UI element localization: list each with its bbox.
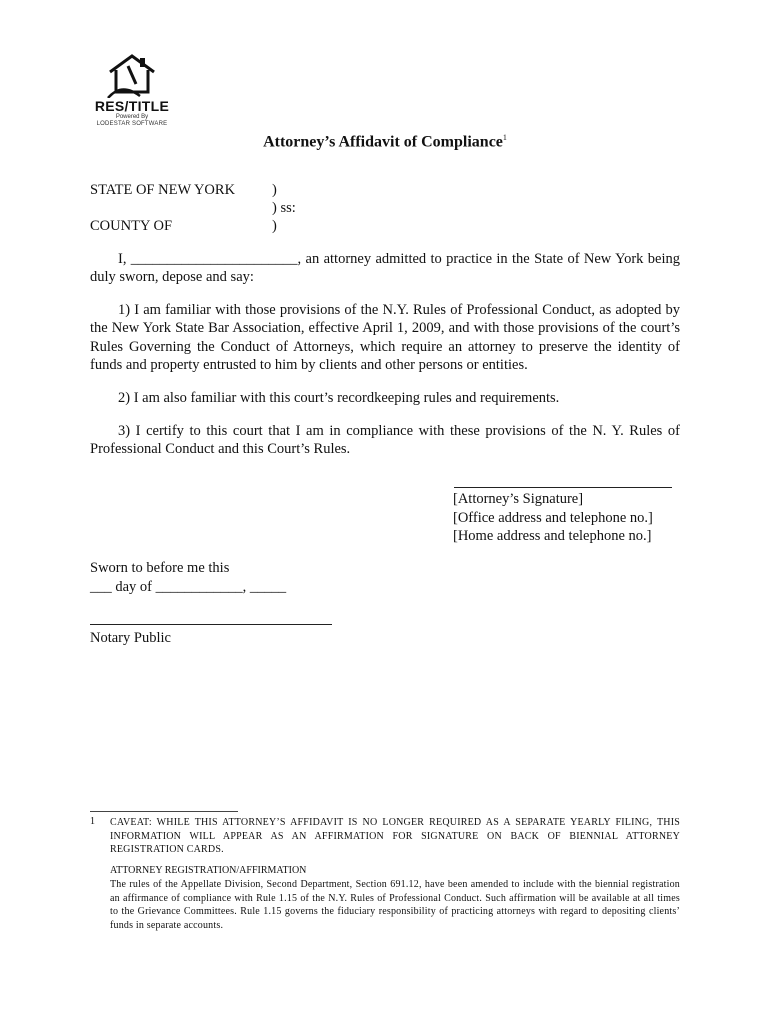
footnote-caveat: CAVEAT: WHILE THIS ATTORNEY’S AFFIDAVIT IS NO LONGER REQUIRED AS A SEPARATE YEARLY FILING, THIS INFORMATION WILL APPEAR AS AN AFFIRMATION FOR SIGNATURE ON BACK OF BIENNIAL ATTORNEY REGISTRATION CARDS. <box>110 817 680 855</box>
title-footnote-mark: 1 <box>502 133 507 142</box>
signature-label: [Attorney’s Signature] <box>453 491 584 507</box>
logo-powered-by: Powered By <box>115 114 149 120</box>
paragraph-2: 2) I am also familiar with this court’s recordkeeping rules and requirements. <box>118 390 560 406</box>
venue-paren-top: ) <box>272 182 277 198</box>
logo-company: LODESTAR SOFTWARE <box>96 121 168 127</box>
venue-ss: ) ss: <box>272 200 296 216</box>
sworn-line-1: Sworn to before me this <box>90 560 230 576</box>
sworn-line-2: ___ day of ____________, _____ <box>90 579 287 595</box>
house-with-pen-icon <box>106 54 158 98</box>
paragraph-3: 3) I certify to this court that I am in compliance with these provisions of the N. Y. Rules of Professional Conduct and this Court’s Rules. <box>90 423 680 458</box>
intro-paragraph: I, _______________________, an attorney admitted to practice in the State of New York being duly sworn, depose and say: <box>90 251 680 286</box>
signature-line <box>454 487 672 488</box>
restitle-logo <box>92 54 172 127</box>
notary-label: Notary Public <box>90 630 171 646</box>
venue-county: COUNTY OF <box>90 218 173 234</box>
footnote-body: The rules of the Appellate Division, Second Department, Section 691.12, have been amended to include with the biennial registration an affirmance of compliance with Rule 1.15 of the N.Y. Rules of Professional Conduct. Such affirmation will be available at all times to the Grievance Committees. Rule 1.15 governs the fiduciary responsibility of practicing attorneys with regard to depositing clients’ funds in separate accounts. <box>110 879 680 931</box>
document-title-text: Attorney’s Affidavit of Compliance <box>263 133 503 151</box>
document-title <box>0 133 770 151</box>
office-address-label: [Office address and telephone no.] <box>453 510 653 526</box>
venue-paren-bottom: ) <box>272 218 277 234</box>
venue-state: STATE OF NEW YORK <box>90 182 236 198</box>
footnote-heading: ATTORNEY REGISTRATION/AFFIRMATION <box>110 865 307 876</box>
paragraph-1: 1) I am familiar with those provisions of the N.Y. Rules of Professional Conduct, as adopted by the New York State Bar Association, effective April 1, 2009, and with those provisions of the court’s Rules Governing the Conduct of Attorneys, which require an attorney to preserve the identity of funds and property entrusted to him by clients and other persons or entities. <box>90 302 680 373</box>
footnote-number: 1 <box>90 816 95 827</box>
home-address-label: [Home address and telephone no.] <box>453 528 652 544</box>
notary-signature-line <box>90 624 332 625</box>
logo-name: RES/TITLE <box>94 98 170 114</box>
footnote-separator <box>90 811 238 812</box>
